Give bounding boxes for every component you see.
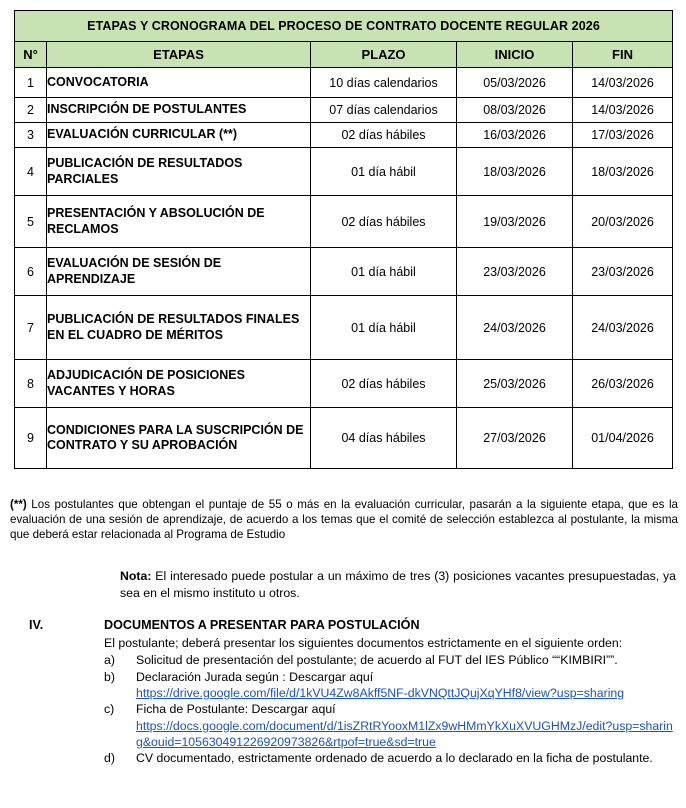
row-number: 3 bbox=[15, 123, 47, 148]
row-number: 8 bbox=[15, 360, 47, 408]
documents-list bbox=[14, 652, 678, 766]
section-intro: El postulante; deberá presentar los siguientes documentos estrictamente en el siguiente orden: bbox=[104, 636, 623, 650]
row-inicio: 18/03/2026 bbox=[457, 148, 573, 196]
row-fin: 14/03/2026 bbox=[573, 68, 673, 98]
schedule-table bbox=[14, 10, 673, 469]
row-number: 2 bbox=[15, 98, 47, 123]
table-row bbox=[15, 123, 673, 148]
row-etapa: EVALUACIÓN DE SESIÓN DE APRENDIZAJE bbox=[47, 248, 311, 296]
table-title: ETAPAS Y CRONOGRAMA DEL PROCESO DE CONTRATO DOCENTE REGULAR 2026 bbox=[15, 11, 673, 42]
list-item-marker: a) bbox=[104, 653, 115, 668]
table-row bbox=[15, 408, 673, 469]
section-documentos bbox=[14, 618, 678, 767]
row-plazo: 01 día hábil bbox=[311, 248, 457, 296]
row-number: 1 bbox=[15, 68, 47, 98]
row-number: 9 bbox=[15, 408, 47, 469]
list-item bbox=[104, 750, 678, 766]
row-plazo: 04 días hábiles bbox=[311, 408, 457, 469]
row-etapa: CONVOCATORIA bbox=[47, 68, 311, 98]
nota-paragraph bbox=[120, 568, 676, 601]
column-header-etapas: ETAPAS bbox=[47, 42, 311, 68]
table-row bbox=[15, 98, 673, 123]
row-fin: 20/03/2026 bbox=[573, 196, 673, 248]
table-row bbox=[15, 296, 673, 360]
row-etapa: PUBLICACIÓN DE RESULTADOS PARCIALES bbox=[47, 148, 311, 196]
table-row bbox=[15, 196, 673, 248]
row-etapa: CONDICIONES PARA LA SUSCRIPCIÓN DE CONTRATO Y SU APROBACIÓN bbox=[47, 408, 311, 469]
row-number: 6 bbox=[15, 248, 47, 296]
row-etapa: EVALUACIÓN CURRICULAR (**) bbox=[47, 123, 311, 148]
row-plazo: 07 días calendarios bbox=[311, 98, 457, 123]
declaracion-jurada-link[interactable]: https://drive.google.com/file/d/1kVU4Zw8Akff5NF-dkVNQttJQujXqYHf8/view?usp=sharing bbox=[136, 686, 625, 701]
row-plazo: 02 días hábiles bbox=[311, 360, 457, 408]
row-inicio: 27/03/2026 bbox=[457, 408, 573, 469]
list-item bbox=[104, 669, 678, 702]
row-inicio: 24/03/2026 bbox=[457, 296, 573, 360]
row-inicio: 23/03/2026 bbox=[457, 248, 573, 296]
list-item-text: Solicitud de presentación del postulante; de acuerdo al FUT del IES Público ““KIMBIRI””. bbox=[136, 653, 618, 668]
footnote-text: Los postulantes que obtengan el puntaje de 55 o más en la evaluación curricular, pasarán a la siguiente etapa, que es la evaluación de una sesión de aprendizaje, de acuerdo a los temas que el comité de selección establezca al postulante, la misma que deberá estar relacionada al Programa de Estudio bbox=[10, 497, 678, 542]
row-fin: 23/03/2026 bbox=[573, 248, 673, 296]
table-row bbox=[15, 148, 673, 196]
ficha-postulante-link[interactable]: https://docs.google.com/document/d/1isZRtRYooxM1lZx9wHMmYkXuXVUGHMzJ/edit?usp=sharing&ouid=105630491226920973826&rtpof=true&sd=true bbox=[136, 718, 673, 750]
table-title-row bbox=[15, 11, 673, 42]
section-title: DOCUMENTOS A PRESENTAR PARA POSTULACIÓN bbox=[104, 618, 420, 632]
row-number: 5 bbox=[15, 196, 47, 248]
row-etapa: PRESENTACIÓN Y ABSOLUCIÓN DE RECLAMOS bbox=[47, 196, 311, 248]
row-fin: 14/03/2026 bbox=[573, 98, 673, 123]
section-roman-numeral: IV. bbox=[29, 618, 44, 632]
row-plazo: 02 días hábiles bbox=[311, 123, 457, 148]
row-fin: 01/04/2026 bbox=[573, 408, 673, 469]
list-item-text: CV documentado, estrictamente ordenado de acuerdo a lo declarado en la ficha de postulante. bbox=[136, 751, 653, 766]
table-header-row bbox=[15, 42, 673, 68]
row-plazo: 10 días calendarios bbox=[311, 68, 457, 98]
row-fin: 26/03/2026 bbox=[573, 360, 673, 408]
nota-text: El interesado puede postular a un máximo de tres (3) posiciones vacantes presupuestadas, ya sea en el mismo instituto u otros. bbox=[120, 569, 676, 601]
table-row bbox=[15, 360, 673, 408]
column-header-numero: N° bbox=[15, 42, 47, 68]
column-header-plazo: PLAZO bbox=[311, 42, 457, 68]
table-row bbox=[15, 248, 673, 296]
row-inicio: 05/03/2026 bbox=[457, 68, 573, 98]
row-inicio: 16/03/2026 bbox=[457, 123, 573, 148]
list-item-marker: c) bbox=[104, 702, 115, 717]
row-inicio: 25/03/2026 bbox=[457, 360, 573, 408]
row-etapa: PUBLICACIÓN DE RESULTADOS FINALES EN EL CUADRO DE MÉRITOS bbox=[47, 296, 311, 360]
table-row bbox=[15, 68, 673, 98]
list-item-text: Ficha de Postulante: Descargar aquí bbox=[136, 702, 336, 717]
footnote-marker: (**) bbox=[10, 497, 27, 511]
row-plazo: 01 día hábil bbox=[311, 148, 457, 196]
list-item bbox=[104, 701, 678, 750]
row-number: 7 bbox=[15, 296, 47, 360]
list-item bbox=[104, 652, 678, 668]
column-header-fin: FIN bbox=[573, 42, 673, 68]
column-header-inicio: INICIO bbox=[457, 42, 573, 68]
list-item-text: Declaración Jurada según : Descargar aquí bbox=[136, 669, 374, 684]
row-inicio: 08/03/2026 bbox=[457, 98, 573, 123]
nota-label: Nota: bbox=[120, 569, 152, 584]
list-item-marker: d) bbox=[104, 751, 115, 766]
row-etapa: ADJUDICACIÓN DE POSICIONES VACANTES Y HORAS bbox=[47, 360, 311, 408]
section-heading bbox=[14, 618, 678, 634]
row-fin: 18/03/2026 bbox=[573, 148, 673, 196]
row-plazo: 01 día hábil bbox=[311, 296, 457, 360]
row-fin: 17/03/2026 bbox=[573, 123, 673, 148]
list-item-marker: b) bbox=[104, 669, 115, 684]
row-number: 4 bbox=[15, 148, 47, 196]
footnote-paragraph bbox=[10, 497, 678, 543]
row-fin: 24/03/2026 bbox=[573, 296, 673, 360]
row-etapa: INSCRIPCIÓN DE POSTULANTES bbox=[47, 98, 311, 123]
row-inicio: 19/03/2026 bbox=[457, 196, 573, 248]
row-plazo: 02 días hábiles bbox=[311, 196, 457, 248]
schedule-table-container bbox=[14, 10, 672, 469]
